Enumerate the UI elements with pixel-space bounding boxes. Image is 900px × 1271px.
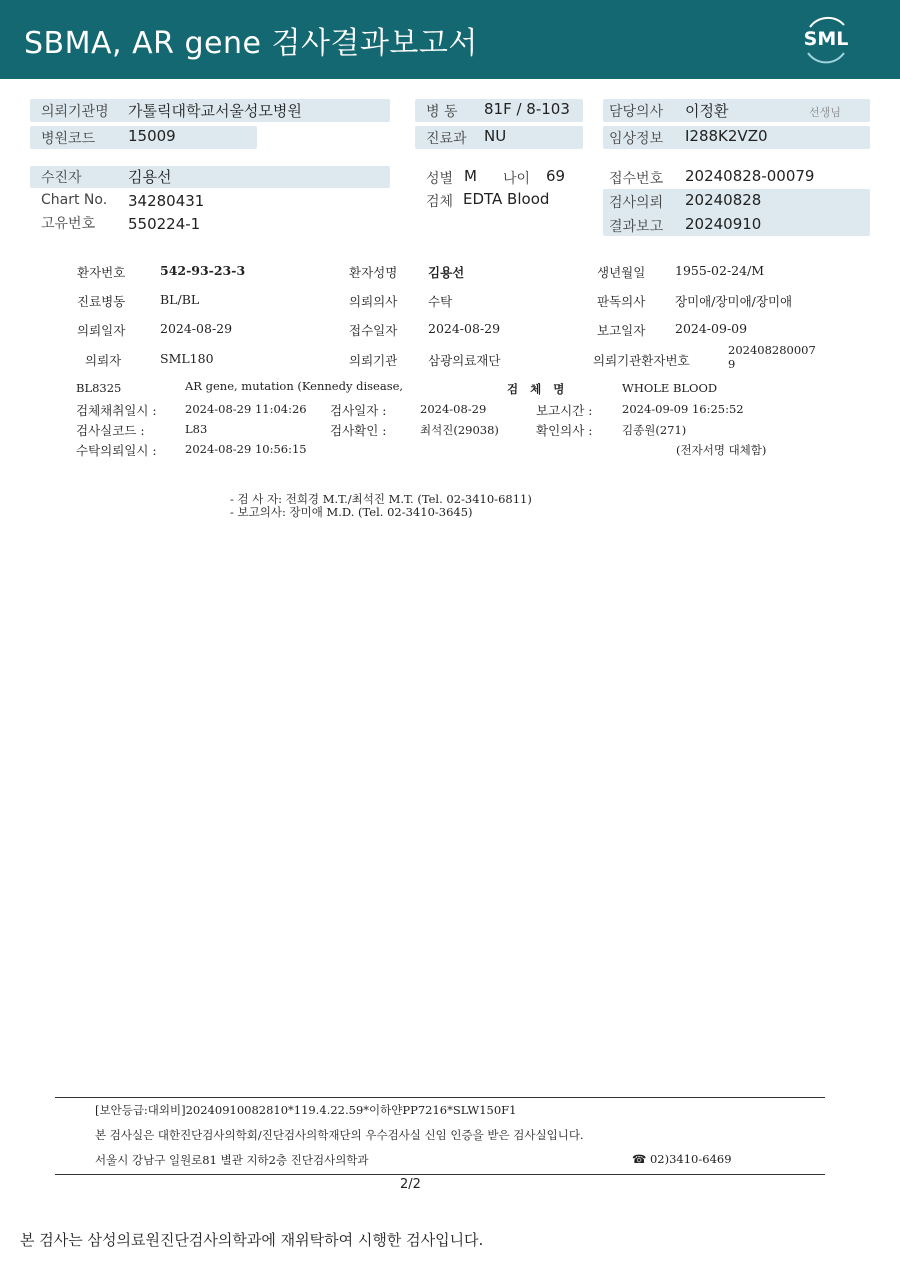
consign-value: 2024-08-29 10:56:15 [185, 442, 307, 456]
unique-value: 550224-1 [128, 215, 201, 233]
staff-line-2: - 보고의사: 장미애 M.D. (Tel. 02-3410-3645) [230, 505, 473, 519]
birth-value: 1955-02-24/M [675, 263, 765, 278]
cert-line: 본 검사실은 대한진단검사의학회/진단검사의학재단의 우수검사실 신임 인증을 받은 검사실입니다. [95, 1128, 584, 1142]
confirm-doc-label: 확인의사 : [536, 423, 593, 438]
ward-r-label: 진료병동 [77, 294, 126, 309]
report-time-value: 2024-09-09 16:25:52 [622, 402, 744, 416]
sml-logo [800, 13, 852, 65]
test-code: BL8325 [76, 381, 122, 395]
report-date-label: 보고일자 [597, 323, 646, 338]
inst-patient-no-label: 의뢰기관환자번호 [593, 353, 690, 368]
confirm-doc-value: 김종원(271) [622, 423, 687, 437]
lab-code-label: 검사실코드 : [76, 423, 145, 438]
test-date-value: 2024-08-29 [420, 402, 487, 416]
outsourced-note: 본 검사는 삼성의료원진단검사의학과에 재위탁하여 시행한 검사입니다. [20, 1231, 484, 1249]
request-value: 20240828 [685, 191, 762, 209]
report-header [0, 0, 900, 79]
ward-value: 81F / 8-103 [484, 100, 570, 118]
recv-date-value: 2024-08-29 [428, 321, 501, 336]
esign-note: (전자서명 대체함) [676, 443, 767, 457]
report-value: 20240910 [685, 215, 762, 233]
req-date-label: 의뢰일자 [77, 323, 126, 338]
address-line: 서울시 강남구 일원로81 별관 지하2층 진단검사의학과 [95, 1153, 369, 1167]
clinical-value: I288K2VZ0 [685, 127, 768, 145]
specimen-name-value: WHOLE BLOOD [622, 381, 718, 395]
specimen-name-label: 검 체 명 [507, 382, 569, 396]
age-value: 69 [546, 167, 566, 185]
dept-value: NU [484, 127, 507, 145]
confirm-value: 최석진(29038) [420, 423, 499, 437]
doctor-value: 이정환 [685, 102, 729, 120]
req-date-value: 2024-08-29 [160, 321, 233, 336]
page-number: 2/2 [400, 1177, 421, 1192]
report-date-value: 2024-09-09 [675, 321, 748, 336]
age-label: 나이 [503, 171, 531, 187]
req-doctor-value: 수탁 [428, 294, 453, 309]
req-inst-label: 의뢰기관 [349, 353, 398, 368]
footer-top-rule [55, 1097, 825, 1098]
ward-label: 병 동 [426, 104, 458, 120]
consign-label: 수탁의뢰일시 : [76, 443, 157, 458]
collect-label: 검체채취일시 : [76, 403, 157, 418]
doctor-suffix: 선생님 [809, 106, 841, 119]
sex-label: 성별 [426, 171, 454, 187]
clinical-label: 임상정보 [609, 131, 664, 147]
recv-date-label: 접수일자 [349, 323, 398, 338]
patient-label: 수진자 [41, 170, 82, 186]
inst-patient-no-value: 202408280007 [728, 343, 816, 357]
dept-label: 진료과 [426, 131, 467, 147]
patient-value: 김용선 [128, 168, 172, 186]
unique-label: 고유번호 [41, 216, 96, 232]
sex-value: M [464, 167, 477, 185]
doctor-label: 담당의사 [609, 104, 664, 120]
birth-label: 생년월일 [597, 265, 646, 280]
receipt-label: 접수번호 [609, 171, 664, 187]
lab-code-value: L83 [185, 422, 208, 436]
req-doctor-label: 의뢰의사 [349, 294, 398, 309]
chart-value: 34280431 [128, 192, 205, 210]
hospital-value: 가톨릭대학교서울성모병원 [128, 102, 302, 120]
hospital-label: 의뢰기관명 [41, 104, 109, 120]
receipt-value: 20240828-00079 [685, 167, 815, 185]
logo-text: SML [803, 28, 849, 50]
collect-value: 2024-08-29 11:04:26 [185, 402, 307, 416]
patient-name-label: 환자성명 [349, 265, 398, 280]
specimen-value: EDTA Blood [463, 190, 550, 208]
test-date-label: 검사일자 : [330, 403, 387, 418]
phone-line: ☎ 02)3410-6469 [632, 1152, 732, 1166]
patient-no-label: 환자번호 [77, 265, 126, 280]
report-label: 결과보고 [609, 219, 664, 235]
req-inst-value: 삼광의료재단 [428, 353, 501, 368]
chart-label: Chart No. [41, 192, 108, 208]
inst-patient-no-value-cont: 9 [728, 357, 736, 371]
patient-no-value: 542-93-23-3 [160, 263, 246, 278]
report-time-label: 보고시간 : [536, 403, 593, 418]
confirm-label: 검사확인 : [330, 423, 387, 438]
staff-line-1: - 검 사 자: 전희경 M.T./최석진 M.T. (Tel. 02-3410-6811) [230, 492, 532, 506]
footer-bottom-rule [55, 1174, 825, 1175]
test-name: AR gene, mutation (Kennedy disease, [185, 379, 404, 393]
ward-r-value: BL/BL [160, 292, 200, 307]
specimen-label: 검체 [426, 194, 454, 210]
patient-box [30, 166, 390, 188]
patient-name-value: 김용선 [428, 265, 465, 280]
requester-value: SML180 [160, 351, 214, 366]
hospital-code-label: 병원코드 [41, 131, 96, 147]
request-label: 검사의뢰 [609, 195, 664, 211]
reading-doctor-value: 장미애/장미애/장미애 [675, 294, 793, 309]
security-line: [보안등급:대외비]20240910082810*119.4.22.59*이하얀PP7216*SLW150F1 [95, 1103, 517, 1117]
hospital-code-value: 15009 [128, 127, 176, 145]
reading-doctor-label: 판독의사 [597, 294, 646, 309]
report-title: SBMA, AR gene 검사결과보고서 [24, 26, 478, 61]
requester-label: 의뢰자 [85, 353, 122, 368]
